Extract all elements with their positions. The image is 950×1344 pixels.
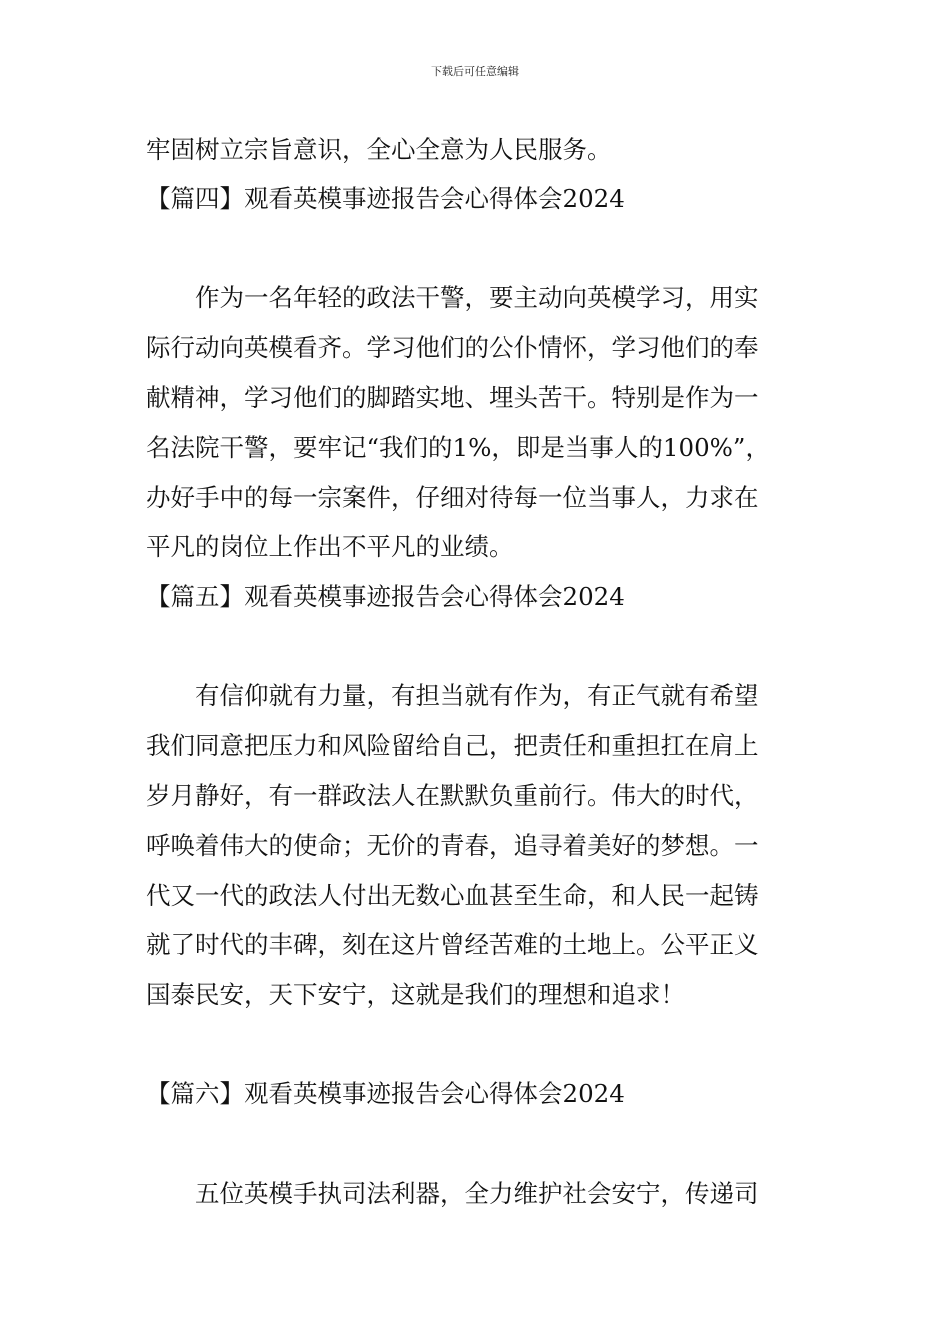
- paragraph-line: 牢固树立宗旨意识，全心全意为人民服务。: [146, 135, 612, 164]
- section-heading: 【篇五】观看英模事迹报告会心得体会2024: [146, 582, 625, 611]
- paragraph-line: 际行动向英模看齐。学习他们的公仆情怀，学习他们的奉: [146, 333, 759, 362]
- paragraph-line: 我们同意把压力和风险留给自己，把责任和重担扛在肩上: [146, 731, 759, 760]
- paragraph-line: 办好手中的每一宗案件，仔细对待每一位当事人，力求在: [146, 483, 759, 512]
- paragraph-line: 有信仰就有力量，有担当就有作为，有正气就有希望: [146, 681, 759, 710]
- paragraph-line: 献精神，学习他们的脚踏实地、埋头苦干。特别是作为一: [146, 383, 759, 412]
- section-heading: 【篇四】观看英模事迹报告会心得体会2024: [146, 184, 625, 213]
- paragraph-line: 名法院干警，要牢记“我们的1%，即是当事人的100%”，: [146, 433, 770, 462]
- paragraph-line: 岁月静好，有一群政法人在默默负重前行。伟大的时代，: [146, 781, 759, 810]
- paragraph-line: 五位英模手执司法利器，全力维护社会安宁，传递司: [146, 1179, 759, 1208]
- paragraph-line: 就了时代的丰碑，刻在这片曾经苦难的土地上。公平正义: [146, 930, 759, 959]
- paragraph-line: 代又一代的政法人付出无数心血甚至生命，和人民一起铸: [146, 881, 759, 910]
- paragraph-line: 国泰民安，天下安宁，这就是我们的理想和追求！: [146, 980, 685, 1009]
- page-header: 下载后可任意编辑: [431, 65, 519, 78]
- paragraph-line: 平凡的岗位上作出不平凡的业绩。: [146, 532, 514, 561]
- paragraph-line: 呼唤着伟大的使命；无价的青春，追寻着美好的梦想。一: [146, 831, 759, 860]
- section-heading: 【篇六】观看英模事迹报告会心得体会2024: [146, 1079, 625, 1108]
- paragraph-line: 作为一名年轻的政法干警，要主动向英模学习，用实: [146, 283, 759, 312]
